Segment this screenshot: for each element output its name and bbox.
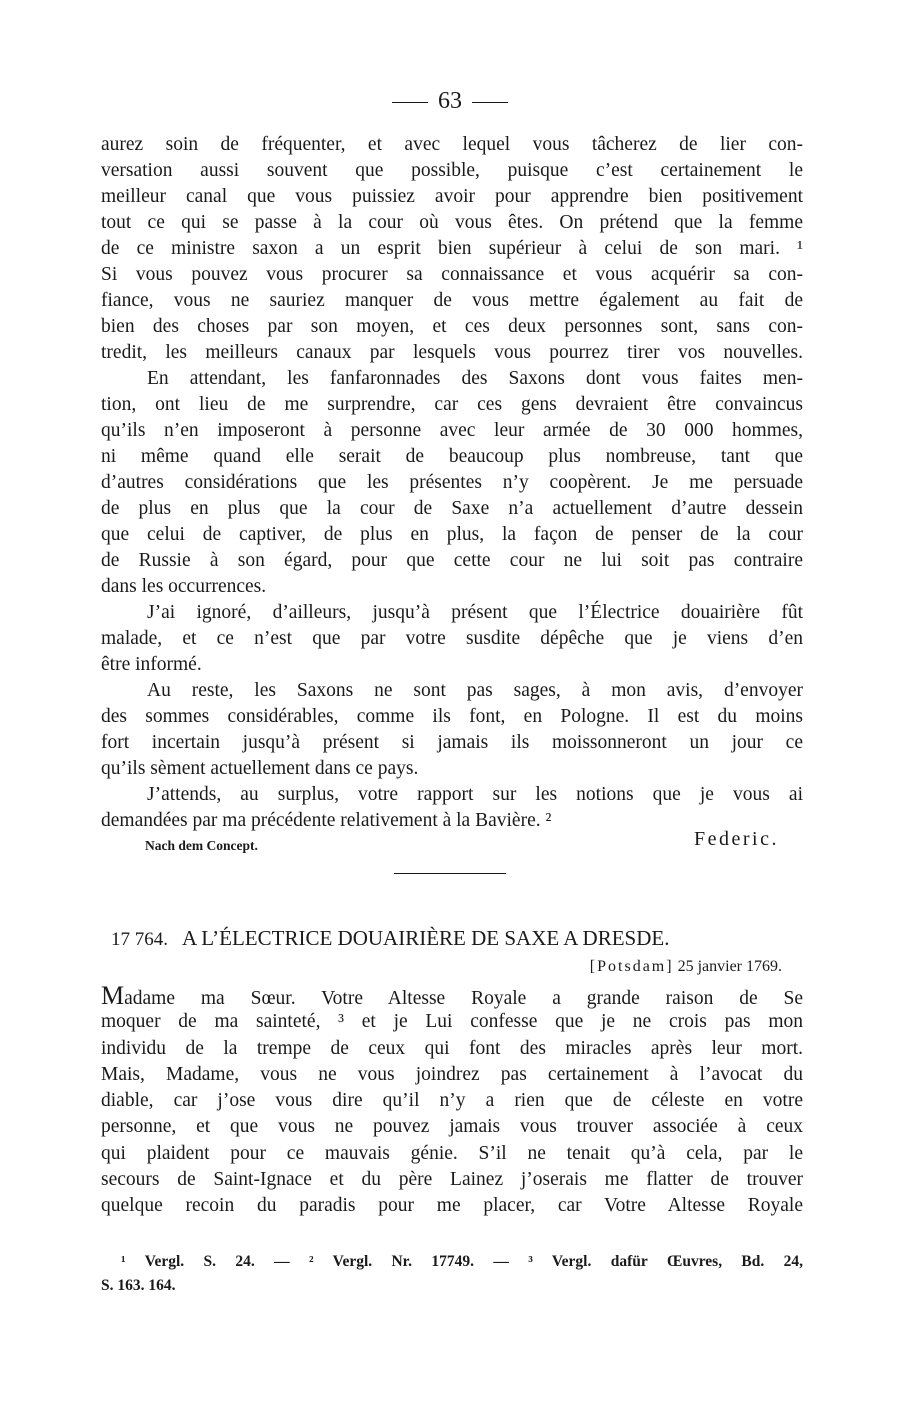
letter-title: A L’ÉLECTRICE DOUAIRIÈRE DE SAXE A DRESDE. <box>182 926 670 950</box>
text-line: tredit, les meilleurs canaux par lesquels vous pourrez tirer vos nouvelles. <box>101 342 803 363</box>
footnote-line: ¹ Vergl. S. 24. — ² Vergl. Nr. 17749. — ³ Vergl. dafür Œuvres, Bd. 24, <box>121 1253 803 1270</box>
letter-number: 17 764. <box>111 929 168 950</box>
signature: Federic. <box>694 828 779 850</box>
letter-body <box>101 983 803 1220</box>
text-line: meilleur canal que vous puissiez avoir pour apprendre bien positivement <box>101 186 803 207</box>
text-line: ni même quand elle serait de beaucoup plus nombreuse, tant que <box>101 446 803 467</box>
footnote-line: S. 163. 164. <box>101 1277 176 1294</box>
text-line: J’ai ignoré, d’ailleurs, jusqu’à présent que l’Électrice douairière fût <box>147 602 803 623</box>
text-line: que celui de captiver, de plus en plus, la façon de penser de la cour <box>101 524 803 545</box>
page-number <box>0 86 900 116</box>
letter-line: quelque recoin du paradis pour me placer, car Votre Altesse Royale <box>101 1195 803 1217</box>
text-line: dans les occurrences. <box>101 576 267 597</box>
text-line: être informé. <box>101 654 202 675</box>
letter-line: personne, et que vous ne pouvez jamais vous trouver associée à ceux <box>101 1116 803 1138</box>
text-line: tion, ont lieu de me surprendre, car ces gens devraient être convaincus <box>101 394 803 415</box>
closing-row <box>101 826 803 856</box>
letter-date <box>590 955 782 979</box>
letter-line: diable, car j’ose vous dire qu’il n’y a rien que de céleste en votre <box>101 1090 803 1112</box>
page-number-dash-right <box>472 102 508 103</box>
text-line: bien des choses par son moyen, et ces deux personnes sont, sans con- <box>101 316 803 337</box>
text-line: aurez soin de fréquenter, et avec lequel vous tâcherez de lier con- <box>101 134 803 155</box>
text-line: tout ce qui se passe à la cour où vous êtes. On prétend que la femme <box>101 212 803 233</box>
footnotes <box>101 1250 803 1298</box>
text-line: de Russie à son égard, pour que cette cour ne lui soit pas contraire <box>101 550 803 571</box>
text-line: fiance, vous ne sauriez manquer de vous mettre également au fait de <box>101 290 803 311</box>
letter-line <box>101 983 803 1009</box>
letter-heading <box>111 924 801 954</box>
text-line: de plus en plus que la cour de Saxe n’a actuellement d’autre dessein <box>101 498 803 519</box>
letter-line: individu de la trempe de ceux qui font des miracles après leur mort. <box>101 1037 803 1059</box>
text-line: versation aussi souvent que possible, puisque c’est certainement le <box>101 160 803 181</box>
main-text-block <box>101 132 803 834</box>
text-line: fort incertain jusqu’à présent si jamais ils moissonneront un jour ce <box>101 732 803 753</box>
drop-cap: M <box>101 981 125 1010</box>
letter-date-value: 25 janvier 1769. <box>677 958 782 975</box>
text-line: En attendant, les fanfaronnades des Saxons dont vous faites men- <box>147 368 803 389</box>
page-number-text: 63 <box>438 88 462 114</box>
section-divider <box>394 873 506 874</box>
letter-line: secours de Saint-Ignace et du père Lainez j’oserais me flatter de trouver <box>101 1169 803 1191</box>
text-line: Si vous pouvez vous procurer sa connaissance et vous acquérir sa con- <box>101 264 803 285</box>
letter-date-place: [Potsdam] <box>589 958 674 975</box>
page-number-dash-left <box>392 102 428 103</box>
text-line: Au reste, les Saxons ne sont pas sages, à mon avis, d’envoyer <box>147 680 803 701</box>
letter-line: moquer de ma sainteté, ³ et je Lui confesse que je ne crois pas mon <box>101 1011 803 1033</box>
letter-line-text: adame ma Sœur. Votre Altesse Royale a grande raison de Se <box>124 988 803 1009</box>
text-line: demandées par ma précédente relativement à la Bavière. ² <box>101 810 552 831</box>
text-line: J’attends, au surplus, votre rapport sur les notions que je vous ai <box>147 784 803 805</box>
source-note: Nach dem Concept. <box>145 838 258 853</box>
text-line: d’autres considérations que les présentes n’y coopèrent. Je me persuade <box>101 472 803 493</box>
text-line: des sommes considérables, comme ils font, en Pologne. Il est du moins <box>101 706 803 727</box>
letter-line: Mais, Madame, vous ne vous joindrez pas certainement à l’avocat du <box>101 1063 803 1085</box>
text-line: de ce ministre saxon a un esprit bien supérieur à celui de son mari. ¹ <box>101 238 803 259</box>
text-line: qu’ils sèment actuellement dans ce pays. <box>101 758 419 779</box>
text-line: qu’ils n’en imposeront à personne avec leur armée de 30 000 hommes, <box>101 420 803 441</box>
letter-line: qui plaident pour ce mauvais génie. S’il ne tenait qu’à cela, par le <box>101 1142 803 1164</box>
text-line: malade, et ce n’est que par votre susdite dépêche que je viens d’en <box>101 628 803 649</box>
